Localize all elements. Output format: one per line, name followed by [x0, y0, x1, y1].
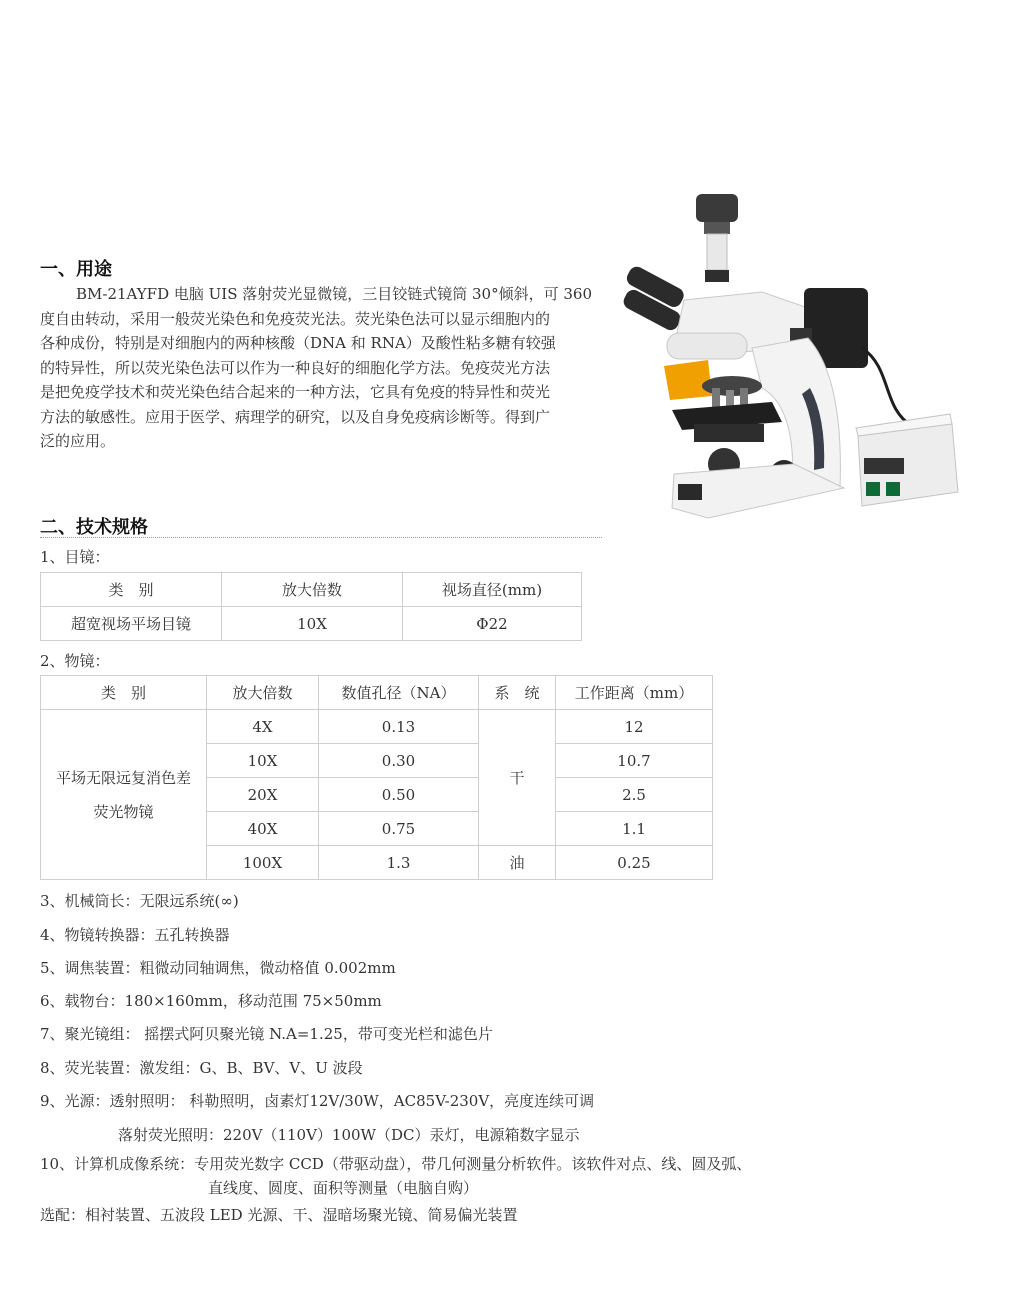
table-cell: 1.3	[319, 846, 479, 880]
table-cell: 40X	[207, 812, 319, 846]
table-cell: 0.13	[319, 710, 479, 744]
table-cell: 10.7	[556, 744, 713, 778]
table-row	[41, 573, 582, 607]
eyepiece-table	[40, 572, 582, 641]
section-title-specs: 二、技术规格	[40, 517, 148, 538]
table-header-cell: 类 别	[41, 573, 222, 607]
spec-line: 5、调焦装置：粗微动同轴调焦，微动格值 0.002mm	[40, 959, 396, 977]
table-cell: 12	[556, 710, 713, 744]
objective-category-cell	[41, 710, 207, 880]
table-row	[41, 710, 713, 744]
table-cell: 0.75	[319, 812, 479, 846]
system-dry-cell: 干	[479, 710, 556, 846]
paragraph-line: 是把免疫学技术和荧光染色结合起来的一种方法，它具有免疫的特异性和荧光	[40, 383, 551, 401]
paragraph-line: 方法的敏感性。应用于医学、病理学的研究，以及自身免疫病诊断等。得到广	[40, 407, 551, 426]
table-cell: 1.1	[556, 812, 713, 846]
table-row	[41, 607, 582, 641]
spec-line: 直线度、圆度、面积等测量（电脑自购）	[208, 1179, 479, 1197]
table-row	[41, 676, 713, 710]
paragraph-line: 度自由转动，采用一般荧光染色和免疫荧光法。荧光染色法可以显示细胞内的	[40, 309, 551, 328]
table-header-cell: 工作距离（mm）	[556, 676, 713, 710]
spec-line: 选配：相衬装置、五波段 LED 光源、干、湿暗场聚光镜、简易偏光装置	[40, 1206, 518, 1224]
category-line: 荧光物镜	[93, 802, 154, 821]
table-cell: 100X	[207, 846, 319, 880]
objective-label: 2、物镜：	[40, 652, 110, 670]
spec-line: 6、载物台：180×160mm，移动范围 75×50mm	[40, 992, 382, 1010]
table-cell: 4X	[207, 710, 319, 744]
spec-line: 10、计算机成像系统：专用荧光数字 CCD（带驱动盘），带几何测量分析软件。该软件对点、线、圆及弧、	[40, 1155, 752, 1173]
fluorescence-microscope-photo	[612, 188, 964, 528]
table-cell: 2.5	[556, 778, 713, 812]
table-cell: 超宽视场平场目镜	[41, 607, 222, 641]
table-cell: 10X	[207, 744, 319, 778]
section-title-usage: 一、用途	[40, 259, 112, 280]
usage-paragraph	[40, 282, 605, 454]
objective-table	[40, 675, 713, 880]
table-cell: 0.25	[556, 846, 713, 880]
table-cell: 0.30	[319, 744, 479, 778]
spec-line: 4、物镜转换器：五孔转换器	[40, 926, 230, 944]
spec-line: 8、荧光装置：激发组：G、B、BV、V、U 波段	[40, 1059, 363, 1077]
table-header-cell: 放大倍数	[207, 676, 319, 710]
paragraph-line: 各种成份，特别是对细胞内的两种核酸（DNA 和 RNA）及酸性粘多糖有较强	[40, 334, 556, 352]
table-header-cell: 放大倍数	[222, 573, 403, 607]
table-cell: 0.50	[319, 778, 479, 812]
table-cell: Φ22	[403, 607, 582, 641]
eyepiece-label: 1、目镜：	[40, 548, 110, 566]
table-header-cell: 数值孔径（NA）	[319, 676, 479, 710]
spec-line: 3、机械筒长：无限远系统(∞)	[40, 892, 239, 910]
section-divider	[40, 537, 602, 538]
category-line: 平场无限远复消色差	[55, 768, 191, 787]
paragraph-line: BM-21AYFD 电脑 UIS 落射荧光显微镜，三目铰链式镜筒 30°倾斜，可 360	[76, 285, 593, 303]
table-cell: 10X	[222, 607, 403, 641]
table-cell: 20X	[207, 778, 319, 812]
spec-line: 7、聚光镜组： 摇摆式阿贝聚光镜 N.A=1.25，带可变光栏和滤色片	[40, 1025, 493, 1043]
table-header-cell: 系 统	[479, 676, 556, 710]
spec-line: 落射荧光照明：220V（110V）100W（DC）汞灯，电源箱数字显示	[118, 1126, 580, 1144]
paragraph-line: 泛的应用。	[40, 432, 116, 450]
table-header-cell: 视场直径(mm)	[403, 573, 582, 607]
spec-line: 9、光源：透射照明： 科勒照明，卤素灯12V/30W，AC85V-230V，亮度连续可调	[40, 1092, 595, 1110]
table-header-cell: 类 别	[41, 676, 207, 710]
system-oil-cell: 油	[479, 846, 556, 880]
paragraph-line: 的特异性，所以荧光染色法可以作为一种良好的细胞化学方法。免疫荧光方法	[40, 358, 551, 377]
